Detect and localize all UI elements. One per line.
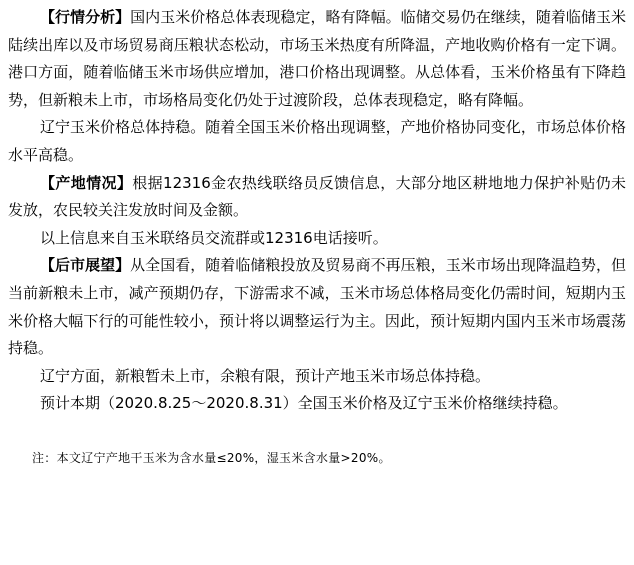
paragraph-text: 辽宁方面，新粮暂未上市，余粮有限，预计产地玉米市场总体持稳。 [40, 366, 491, 385]
heading-outlook: 【后市展望】 [40, 256, 131, 275]
paragraph-production-situation [8, 170, 626, 225]
paragraph-liaoning-price [8, 114, 626, 169]
paragraph-text: 预计本期（2020.8.25～2020.8.31）全国玉米价格及辽宁玉米价格继续持稳。 [40, 394, 568, 413]
paragraph-text: 根据12316金农热线联络员反馈信息，大部分地区耕地地力保护补贴仍未发放，农民较关注发放时间及金额。 [8, 173, 626, 220]
paragraph-text: 辽宁玉米价格总体持稳。随着全国玉米价格出现调整，产地价格协同变化，市场总体价格水平高稳。 [8, 118, 626, 164]
paragraph-text: 以上信息来自玉米联络员交流群或12316电话接听。 [40, 228, 388, 247]
paragraph-text: 从全国看，随着临储粮投放及贸易商不再压粮，玉米市场出现降温趋势，但当前新粮未上市，减产预期仍存，下游需求不减，玉米市场总体格局变化仍需时间，短期内玉米价格大幅下行的可能性较小，预计将以调整运行为主。因此，预计短期内国内玉米市场震荡持稳。 [8, 256, 626, 358]
heading-market-analysis: 【行情分析】 [40, 8, 131, 26]
paragraph-info-source [8, 225, 626, 253]
paragraph-outlook [8, 252, 626, 362]
document-body [8, 4, 626, 468]
paragraph-forecast [8, 390, 626, 418]
spacer [8, 418, 626, 448]
footnote: 注：本文辽宁产地干玉米为含水量≤20%，湿玉米含水量>20%。 [32, 450, 391, 465]
heading-production-situation: 【产地情况】 [40, 173, 133, 192]
paragraph-text: 国内玉米价格总体表现稳定，略有降幅。临储交易仍在继续，随着临储玉米陆续出库以及市场贸易商压粮状态松动，市场玉米热度有所降温，产地收购价格有一定下调。港口方面，随着临储玉米市场供应增加，港口价格出现调整。从总体看，玉米价格虽有下降趋势，但新粮未上市，市场格局变化仍处于过渡阶段，总体表现稳定，略有降幅。 [8, 8, 626, 109]
paragraph-market-analysis [8, 4, 626, 114]
paragraph-liaoning-outlook [8, 363, 626, 391]
